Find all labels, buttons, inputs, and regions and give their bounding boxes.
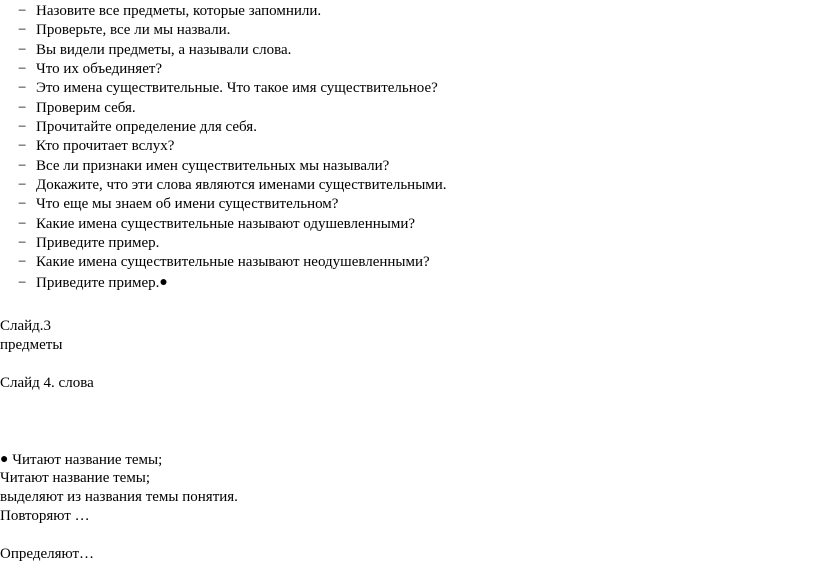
question-text: Какие имена существительные называют неодушевленными?: [36, 254, 430, 271]
note-define: Определяют…: [0, 546, 95, 562]
dash-marker: −: [18, 254, 27, 271]
bullet-icon: ●: [159, 274, 168, 290]
question-text: Проверим себя.: [36, 99, 136, 116]
question-text: Кто прочитает вслух?: [36, 138, 175, 155]
question-text: Проверьте, все ли мы назвали.: [36, 22, 231, 39]
question-text: Вы видели предметы, а называли слова.: [36, 41, 292, 58]
list-item: [18, 79, 447, 98]
question-text: Какие имена существительные называют одушевленными?: [36, 215, 416, 232]
list-item: [18, 41, 447, 60]
list-item: [18, 99, 447, 118]
dash-marker: −: [18, 196, 27, 213]
dash-marker: −: [18, 22, 27, 39]
question-text: Все ли признаки имен существительных мы называли?: [36, 157, 390, 174]
list-item: [18, 253, 447, 272]
dash-marker: −: [18, 274, 27, 291]
dash-marker: −: [18, 3, 27, 19]
list-item: [18, 195, 447, 214]
dash-marker: −: [18, 61, 27, 78]
question-text: Приведите пример.: [36, 274, 160, 291]
list-item: [18, 273, 447, 292]
slide3-detail: предметы: [0, 337, 63, 353]
list-item: [18, 118, 447, 137]
slide4-label: Слайд 4. слова: [0, 375, 94, 391]
note-read-topic: Читают название темы;: [0, 470, 151, 486]
list-item: [18, 157, 447, 176]
bullet-icon: ●: [0, 452, 9, 467]
dash-marker: −: [18, 80, 27, 97]
list-item: [18, 60, 447, 79]
dash-marker: −: [18, 138, 27, 155]
dash-marker: −: [18, 235, 27, 252]
slide3-label: Слайд.3: [0, 318, 52, 334]
notes-block: [0, 317, 238, 564]
dash-marker: −: [18, 41, 27, 58]
list-item: [18, 21, 447, 40]
question-text: Приведите пример.: [36, 235, 160, 252]
list-item: [18, 215, 447, 234]
list-item: [18, 137, 447, 156]
list-item: [18, 2, 447, 21]
question-text: Докажите, что эти слова являются именами существительными.: [36, 177, 447, 194]
question-text: Прочитайте определение для себя.: [36, 119, 257, 136]
note-repeat: Повторяют …: [0, 508, 90, 524]
question-text: Что еще мы знаем об имени существительном?: [36, 196, 339, 213]
dash-marker: −: [18, 99, 27, 116]
list-item: [18, 234, 447, 253]
dash-marker: −: [18, 215, 27, 232]
dash-marker: −: [18, 177, 27, 194]
note-select-concepts: выделяют из названия темы понятия.: [0, 489, 238, 505]
note-text: Читают название темы;: [12, 452, 163, 468]
dash-marker: −: [18, 157, 27, 174]
note-read-topic-bulleted: [0, 450, 238, 469]
dash-marker: −: [18, 119, 27, 136]
question-text: Это имена существительные. Что такое имя существительное?: [36, 80, 438, 97]
list-item: [18, 176, 447, 195]
question-text: Что их объединяет?: [36, 61, 163, 78]
question-text: Назовите все предметы, которые запомнили.: [36, 3, 322, 19]
question-list: [18, 2, 447, 292]
